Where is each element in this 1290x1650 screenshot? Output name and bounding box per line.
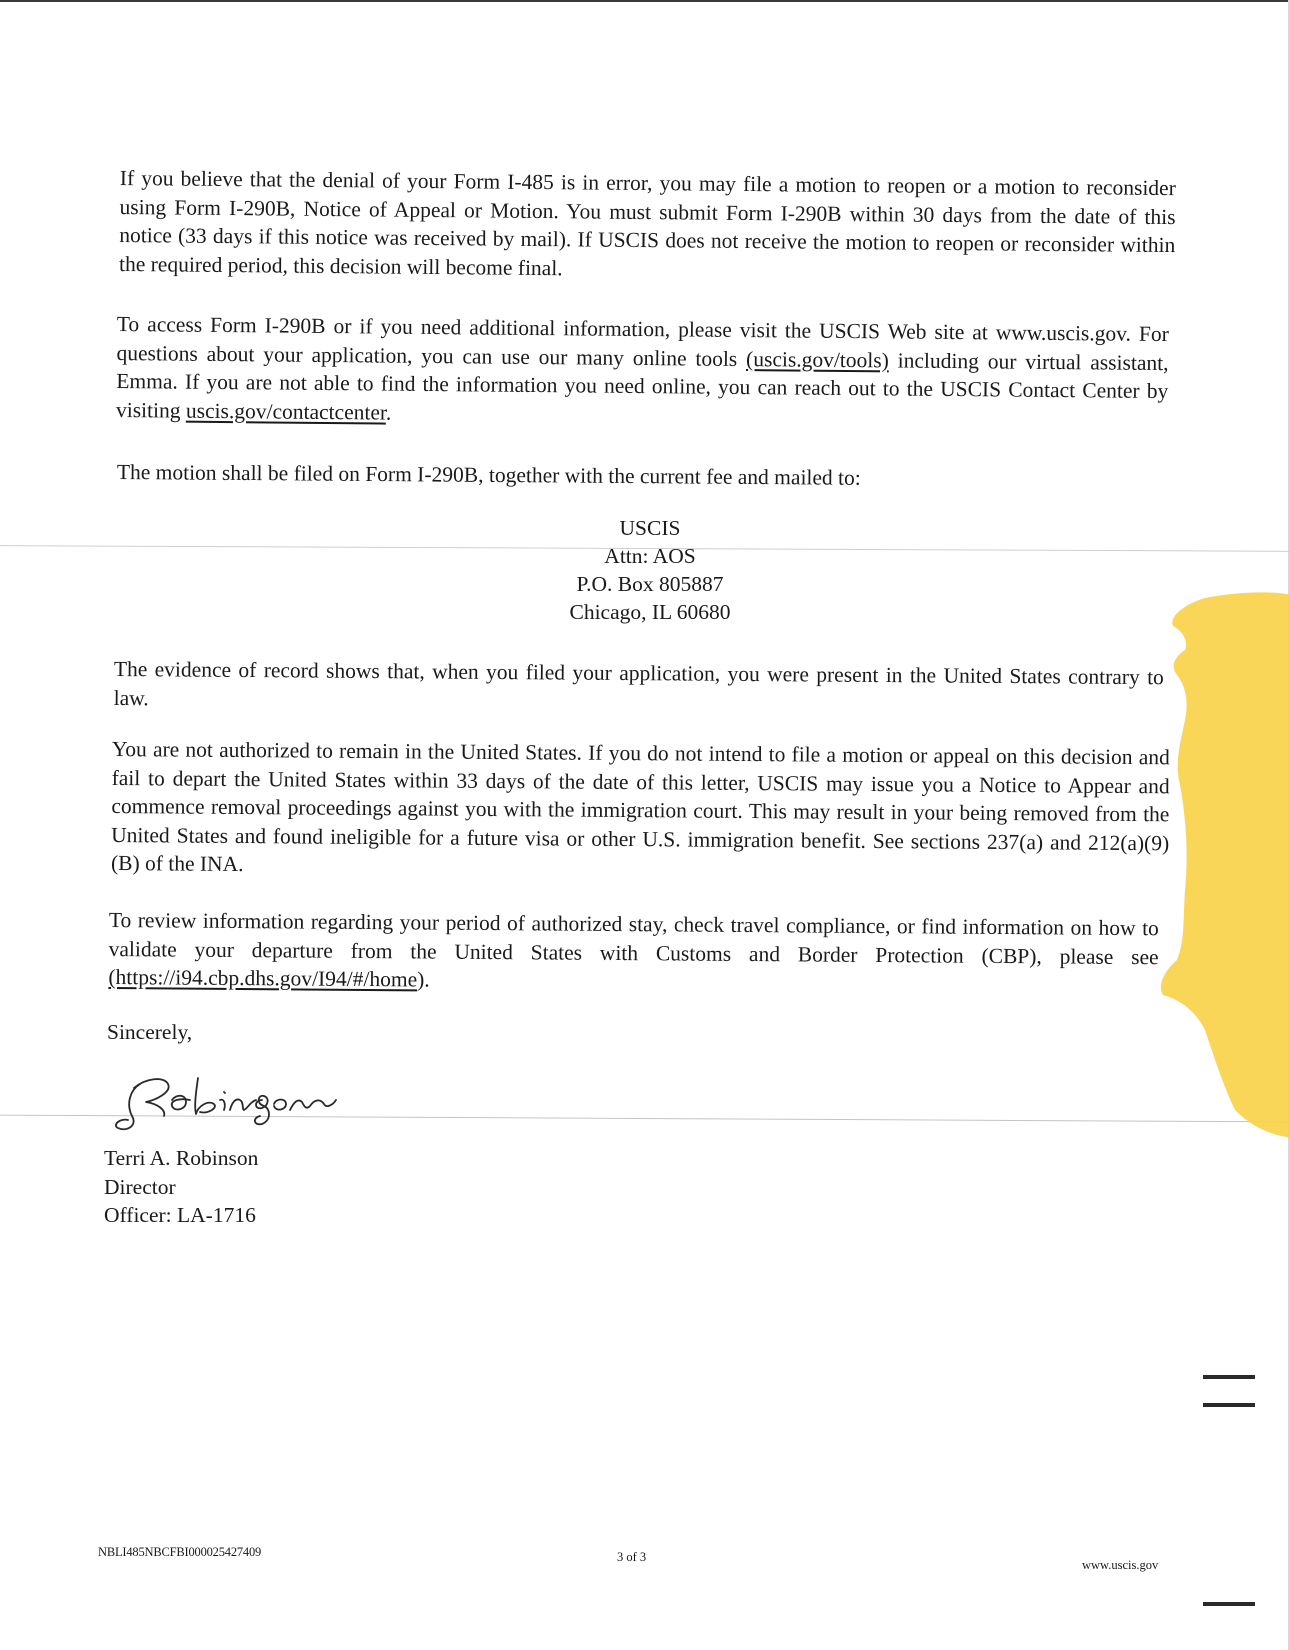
filing-instruction-paragraph: The motion shall be filed on Form I-290B, together with the current fee and mailed to: (116, 459, 861, 490)
highlighter-redaction-mark (1155, 590, 1290, 1140)
contact-center-link[interactable]: uscis.gov/contactcenter (185, 398, 387, 425)
access-info-paragraph (116, 310, 1169, 434)
footer-website: www.uscis.gov (1082, 1558, 1159, 1572)
scan-edge-mark (1203, 1602, 1255, 1606)
not-authorized-paragraph: You are not authorized to remain in the United States. If you do not intend to file a motion or appeal on this decision and fail to depart the United States within 33 days of the date of this letter, USCIS may issue you a Notice to Appear and commence removal proceedings against you with the immigration court. This may result in your being removed from the United States and found ineligible for a future visa or other U.S. immigration benefit. See sections 237(a) and 212(a)(9)(B) of the INA. (110, 736, 1170, 877)
signer-block (104, 1144, 258, 1230)
review-info-end: ). (417, 967, 430, 992)
signer-title: Director (104, 1174, 176, 1199)
motion-notice-paragraph: If you believe that the denial of your Form I-485 is in error, you may file a motion to reopen or a motion to reconsider using Form I-290B, Notice of Appeal or Motion. You must submit Form I-290B within 30 days from the date of this notice (33 days if this notice was received by mail). If USCIS does not receive the motion to reopen or reconsider within the required period, this decision will become final. (118, 165, 1176, 280)
signature-text: Robinson (112, 1139, 116, 1140)
address-line: USCIS (619, 516, 681, 540)
scan-top-edge (0, 0, 1290, 2)
access-info-text: including our virtual assistant, Emma. If you are not able to find the information you need online, you can reach out to the USCIS Contact Center by visiting (115, 347, 1169, 423)
signature-image (112, 1070, 382, 1140)
signer-name: Terri A. Robinson (104, 1146, 259, 1170)
i94-link[interactable]: (https://i94.cbp.dhs.gov/I94/#/home (108, 964, 418, 992)
closing-salutation: Sincerely, (107, 1020, 193, 1044)
review-info-text: To review information regarding your period of authorized stay, check travel compliance, or find information on how to validate your departure from the United States with Customs and Border Protection (CBP), please see (108, 907, 1159, 969)
highlighter-stroke (1161, 592, 1290, 1138)
scan-edge-mark (1203, 1403, 1255, 1407)
address-line: Attn: AOS (604, 544, 696, 568)
review-info-paragraph (108, 906, 1159, 1000)
address-line: Chicago, IL 60680 (569, 600, 731, 624)
access-info-text: To access Form I-290B or if you need additional information, please visit the USCIS Web site at www.uscis.gov. For questions about your application, you can use our many online tools (116, 311, 1169, 371)
signer-officer-id: Officer: LA-1716 (104, 1203, 256, 1227)
scan-edge-mark (1203, 1375, 1255, 1379)
tools-link[interactable]: (uscis.gov/tools) (746, 346, 889, 372)
access-info-period: . (385, 400, 392, 425)
address-line: P.O. Box 805887 (576, 572, 724, 596)
evidence-paragraph: The evidence of record shows that, when you filed your application, you were present in the United States contrary to law. (113, 656, 1164, 710)
page-number: 3 of 3 (617, 1550, 647, 1564)
document-code: NBLI485NBCFBI000025427409 (98, 1545, 262, 1559)
mailing-address (530, 514, 770, 626)
